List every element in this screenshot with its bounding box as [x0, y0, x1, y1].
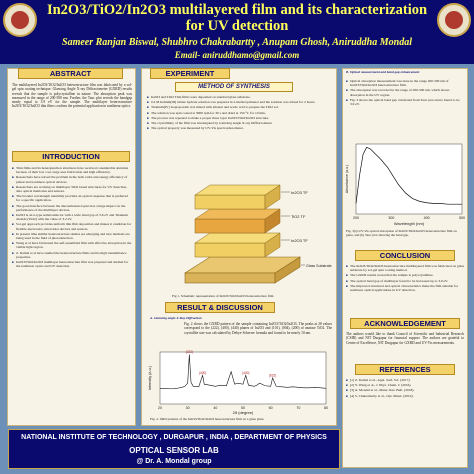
method-bullet: ■ The optical property was measured by UV-Vis spectrophotometer. — [147, 126, 332, 130]
authors: Sameer Ranjan Biswal, Shubhro Chakrabartty , Anupam Ghosh, Aniruddha Mondal — [62, 37, 412, 48]
uv-vis-chart — [344, 142, 466, 228]
optical-bullet: ■ The absorption was recorded in the range of 200-500 nm, which shows absorption in the UV region. — [346, 88, 464, 96]
email: Email- aniruddhamo@gmail.com — [174, 50, 300, 60]
conclusion-bullet: ■ The optical band gap of multilayer found to be increased up to 3.9 eV. — [346, 279, 464, 283]
xrd-x-tick: 70 — [296, 406, 301, 410]
xrd-ylabel: Intensity (a.u.) — [148, 365, 152, 391]
fig1-caption: Fig 1. Schematic representation of In2O3/TiO2/In2O3 heterostructure film — [172, 294, 274, 298]
title-line-1: In2O3/TiO2/In2O3 multilayered film and its characterization — [46, 2, 428, 18]
xrd-x-tick: 30 — [185, 406, 190, 410]
layer-label-mid: TiO2 TF — [291, 214, 306, 219]
uv-x-tick: 300 — [388, 216, 395, 220]
uv-xlabel: Wavelength (nm) — [393, 221, 425, 226]
fig3-caption: Fig. 3(a) UV-Vis optical absorption of In2O3/TiO2/In2O3 heterostructure film on glass, and (b) Tauc plot showing the band gap. — [346, 229, 457, 237]
method-heading: METHOD OF SYNTHESIS — [175, 82, 293, 92]
uv-x-tick: 400 — [423, 216, 430, 220]
optical-bullet: ■ Optical absorption measurement was done in the range 200-500 nm of In2O3/TiO2/In2O3 heterostructure film. — [346, 79, 464, 87]
abstract-heading: ABSTRACT — [18, 68, 123, 79]
xrd-x-tick: 80 — [324, 406, 328, 410]
introduction-heading: INTRODUCTION — [12, 151, 130, 162]
intro-bullet: ■ Researchers are working on multilayer TiO2 based structures for UV detection, data optical memories and sensors. — [12, 185, 132, 193]
optical-list — [346, 79, 464, 141]
xrd-peak-label: (222) — [185, 349, 194, 354]
uv-x-tick: 200 — [353, 216, 359, 220]
reference-item: ■ [4] S. Chakrabartty et al., Opt. Mater. (2019). — [346, 394, 464, 398]
intro-bullet: ■ Wang et al have fabricated the self-assembled film with effective absorption in the visible light region. — [12, 241, 132, 249]
xrd-peak-label: (622) — [268, 373, 277, 378]
xrd-xlabel: 2θ (degree) — [232, 410, 254, 415]
xrd-peak-label: (400) — [198, 370, 207, 375]
footer-line-3: @ Dr. A. Mondal group — [136, 458, 212, 465]
method-bullet: ■ In2O3 and TiO2 Thin films were deposited on standard glass substrate. — [147, 95, 332, 99]
institute-logo-right — [437, 3, 471, 37]
intro-bullet: ■ Thin films and its heterojunction structures have received considerable attention because of their low cost, large area fabrication and high efficiency. — [12, 166, 132, 174]
optical-subheading: B. Optical measurement and band gap enhancement — [346, 70, 420, 74]
xrd-peak-label: (440) — [242, 370, 250, 375]
xrd-x-tick: 50 — [241, 406, 245, 410]
intro-bullet: ■ The broader wavelength tunability provides an optical response that is preferred for a specific application. — [12, 194, 132, 202]
layer-label-top: In2O3 TF — [291, 190, 308, 195]
conclusion-bullet: ■ The In2O3/TiO2/In2O3 heterostructure multilayered film was fabricated on glass substrate by sol-gel spin coating method. — [346, 264, 464, 272]
optical-bullet: ■ Fig. 3 shows the optical band gap calculated from Tauc plot and is found to be 3.9 eV. — [346, 98, 464, 106]
layer-label-substrate: Glass Substrate — [306, 264, 332, 268]
uv-plot-area — [356, 144, 462, 214]
intro-bullet: ■ Sol-gel approach provides uniform thin film deposition and makes it candidate for flexible electronics, ultraviolet devices and sensors. — [12, 222, 132, 230]
intro-bullet: ■ In present time similar heterostructure studies are emerging and new methods are being used in the field of photodetection. — [12, 232, 132, 240]
abstract-text: The multilayered In2O3/TiO2/In2O3 heterostructure film was fabricated by a sol-gel spin coating technique. Glancing Angle X-ray Diffractometer (GXRD) results reveals that the sample is polycrystalline in nature. The absorption peak was measured in the range of 200-500 nm. Further, the Tauc plot reveals the bandgap nearly equal to 3.9 eV for the sample. The multilayer heterostructure In2O3/TiO2/In2O3 thin films confirm the potential application in nonlinear optics. — [12, 83, 132, 109]
conclusion-heading: CONCLUSION — [355, 250, 455, 261]
institute-logo-left — [3, 3, 37, 37]
intro-bullet: ■ The good interface between the discontinuous layers has a huge impact on the performance of the multilayer devices. — [12, 204, 132, 212]
intro-bullet: ■ In2O3/TiO2/In2O3 multilayer heterostructure film was prepared and studied for the nonlinear optics and UV detection. — [12, 260, 132, 268]
xrd-text: Fig. 2 shows the GXRD pattern of the sample containing In2O3/TiO2/In2O3. The peaks at 2θ values correspond to the (222), (400), (440) planes of In2O3 and (101), (004), (200) of anatase TiO2. The crystallite size was calculated by Debye-Scherrer formula and found to be nearly 10 nm. — [184, 322, 332, 335]
conclusion-list — [346, 264, 464, 314]
xrd-x-tick: 60 — [268, 406, 273, 410]
uv-x-tick: 500 — [459, 216, 465, 220]
heterostructure-schematic — [175, 185, 332, 293]
xrd-chart — [146, 350, 332, 416]
conclusion-bullet: ■ The GXRD results reveal that the sample is polycrystalline. — [346, 273, 464, 277]
poster-header — [0, 0, 474, 64]
acknowledgement-heading: ACKNOWLEDGEMENT — [350, 318, 460, 329]
intro-bullet: ■ Z. Kamal et al have studied the heterostructure films and its high transmittance properties. — [12, 251, 132, 259]
xrd-x-tick: 20 — [158, 406, 162, 410]
method-bullet: ■ The solution was spin coated at 3000 rpm for 30 s and dried at 150 °C for 10 min. — [147, 111, 332, 115]
reference-item: ■ [2] Y. Wang et al., J. Phys. Chem. C (2016). — [346, 383, 464, 387]
method-bullet: ■ 0.4 M Indium(III) nitrate hydrate solution was prepared in 2-methoxyethanol and the solution was stirred for 2 hours. — [147, 100, 332, 104]
title-line-2: for UV detection — [185, 18, 289, 34]
layer-label-bottom: In2O3 TF — [291, 238, 308, 243]
method-bullet: ■ The process was repeated to make a proper three layer In2O3/TiO2/In2O3 structure. — [147, 116, 332, 120]
method-list — [147, 95, 332, 183]
intro-bullet: ■ In2O3 is an n-type semiconductor with a wide band gap of 3.6 eV and Titanium dioxide (TiO2) with the value of 3.2 eV. — [12, 213, 132, 221]
uv-ylabel: Absorbance (a.u.) — [345, 164, 349, 194]
footer-line-1: NATIONAL INSTITUTE OF TECHNOLOGY , DURGAPUR , INDIA , DEPARTMENT OF PHYSICS — [21, 434, 327, 441]
acknowledgement-text: The authors would like to thank Council of Scientific and Industrial Research (CSIR) and NIT Durgapur for financial support. The authors are grateful to Centre of Excellence, NIT Durgapur for GXRD and UV-Vis measurements. — [346, 332, 464, 345]
footer-banner — [8, 429, 340, 469]
xrd-caption: Fig. 2. XRD patterns of the In2O3/TiO2/In2O3 heterostructure film on a glass plate. — [150, 417, 265, 421]
footer-line-2: OPTICAL SENSOR LAB — [129, 446, 219, 455]
reference-item: ■ [1] Z. Kamal et al., Appl. Surf. Sci. (2017). — [346, 378, 464, 382]
conclusion-bullet: ■ The improved structural and optical characteristics make the film suitable for nonlinear optical applications in UV detection. — [346, 284, 464, 292]
xrd-subheading: A. Glancing angle X-Ray Diffraction — [150, 316, 202, 320]
reference-item: ■ [3] A. Mondal et al., Mater. Res. Bull. (2018). — [346, 388, 464, 392]
xrd-x-tick: 40 — [213, 406, 218, 410]
experiment-heading: EXPERIMENT — [150, 68, 230, 79]
method-bullet: ■ Titanium(IV) isopropoxide was mixed with ethanol and acetic acid to prepare the TiO2 sol. — [147, 105, 332, 109]
introduction-list — [12, 166, 132, 422]
method-bullet: ■ The crystallinity of the film was investigated by Glancing Angle X-ray Diffractometer. — [147, 121, 332, 125]
results-heading: RESULT & DISCUSSION — [165, 302, 275, 313]
references-list — [346, 378, 464, 464]
intro-bullet: ■ Researchers have solved the problem in the both cadre and energy efficiency of planar and nonlinear optical devices. — [12, 175, 132, 183]
references-heading: REFERENCES — [355, 364, 455, 375]
poster-title — [42, 2, 432, 34]
